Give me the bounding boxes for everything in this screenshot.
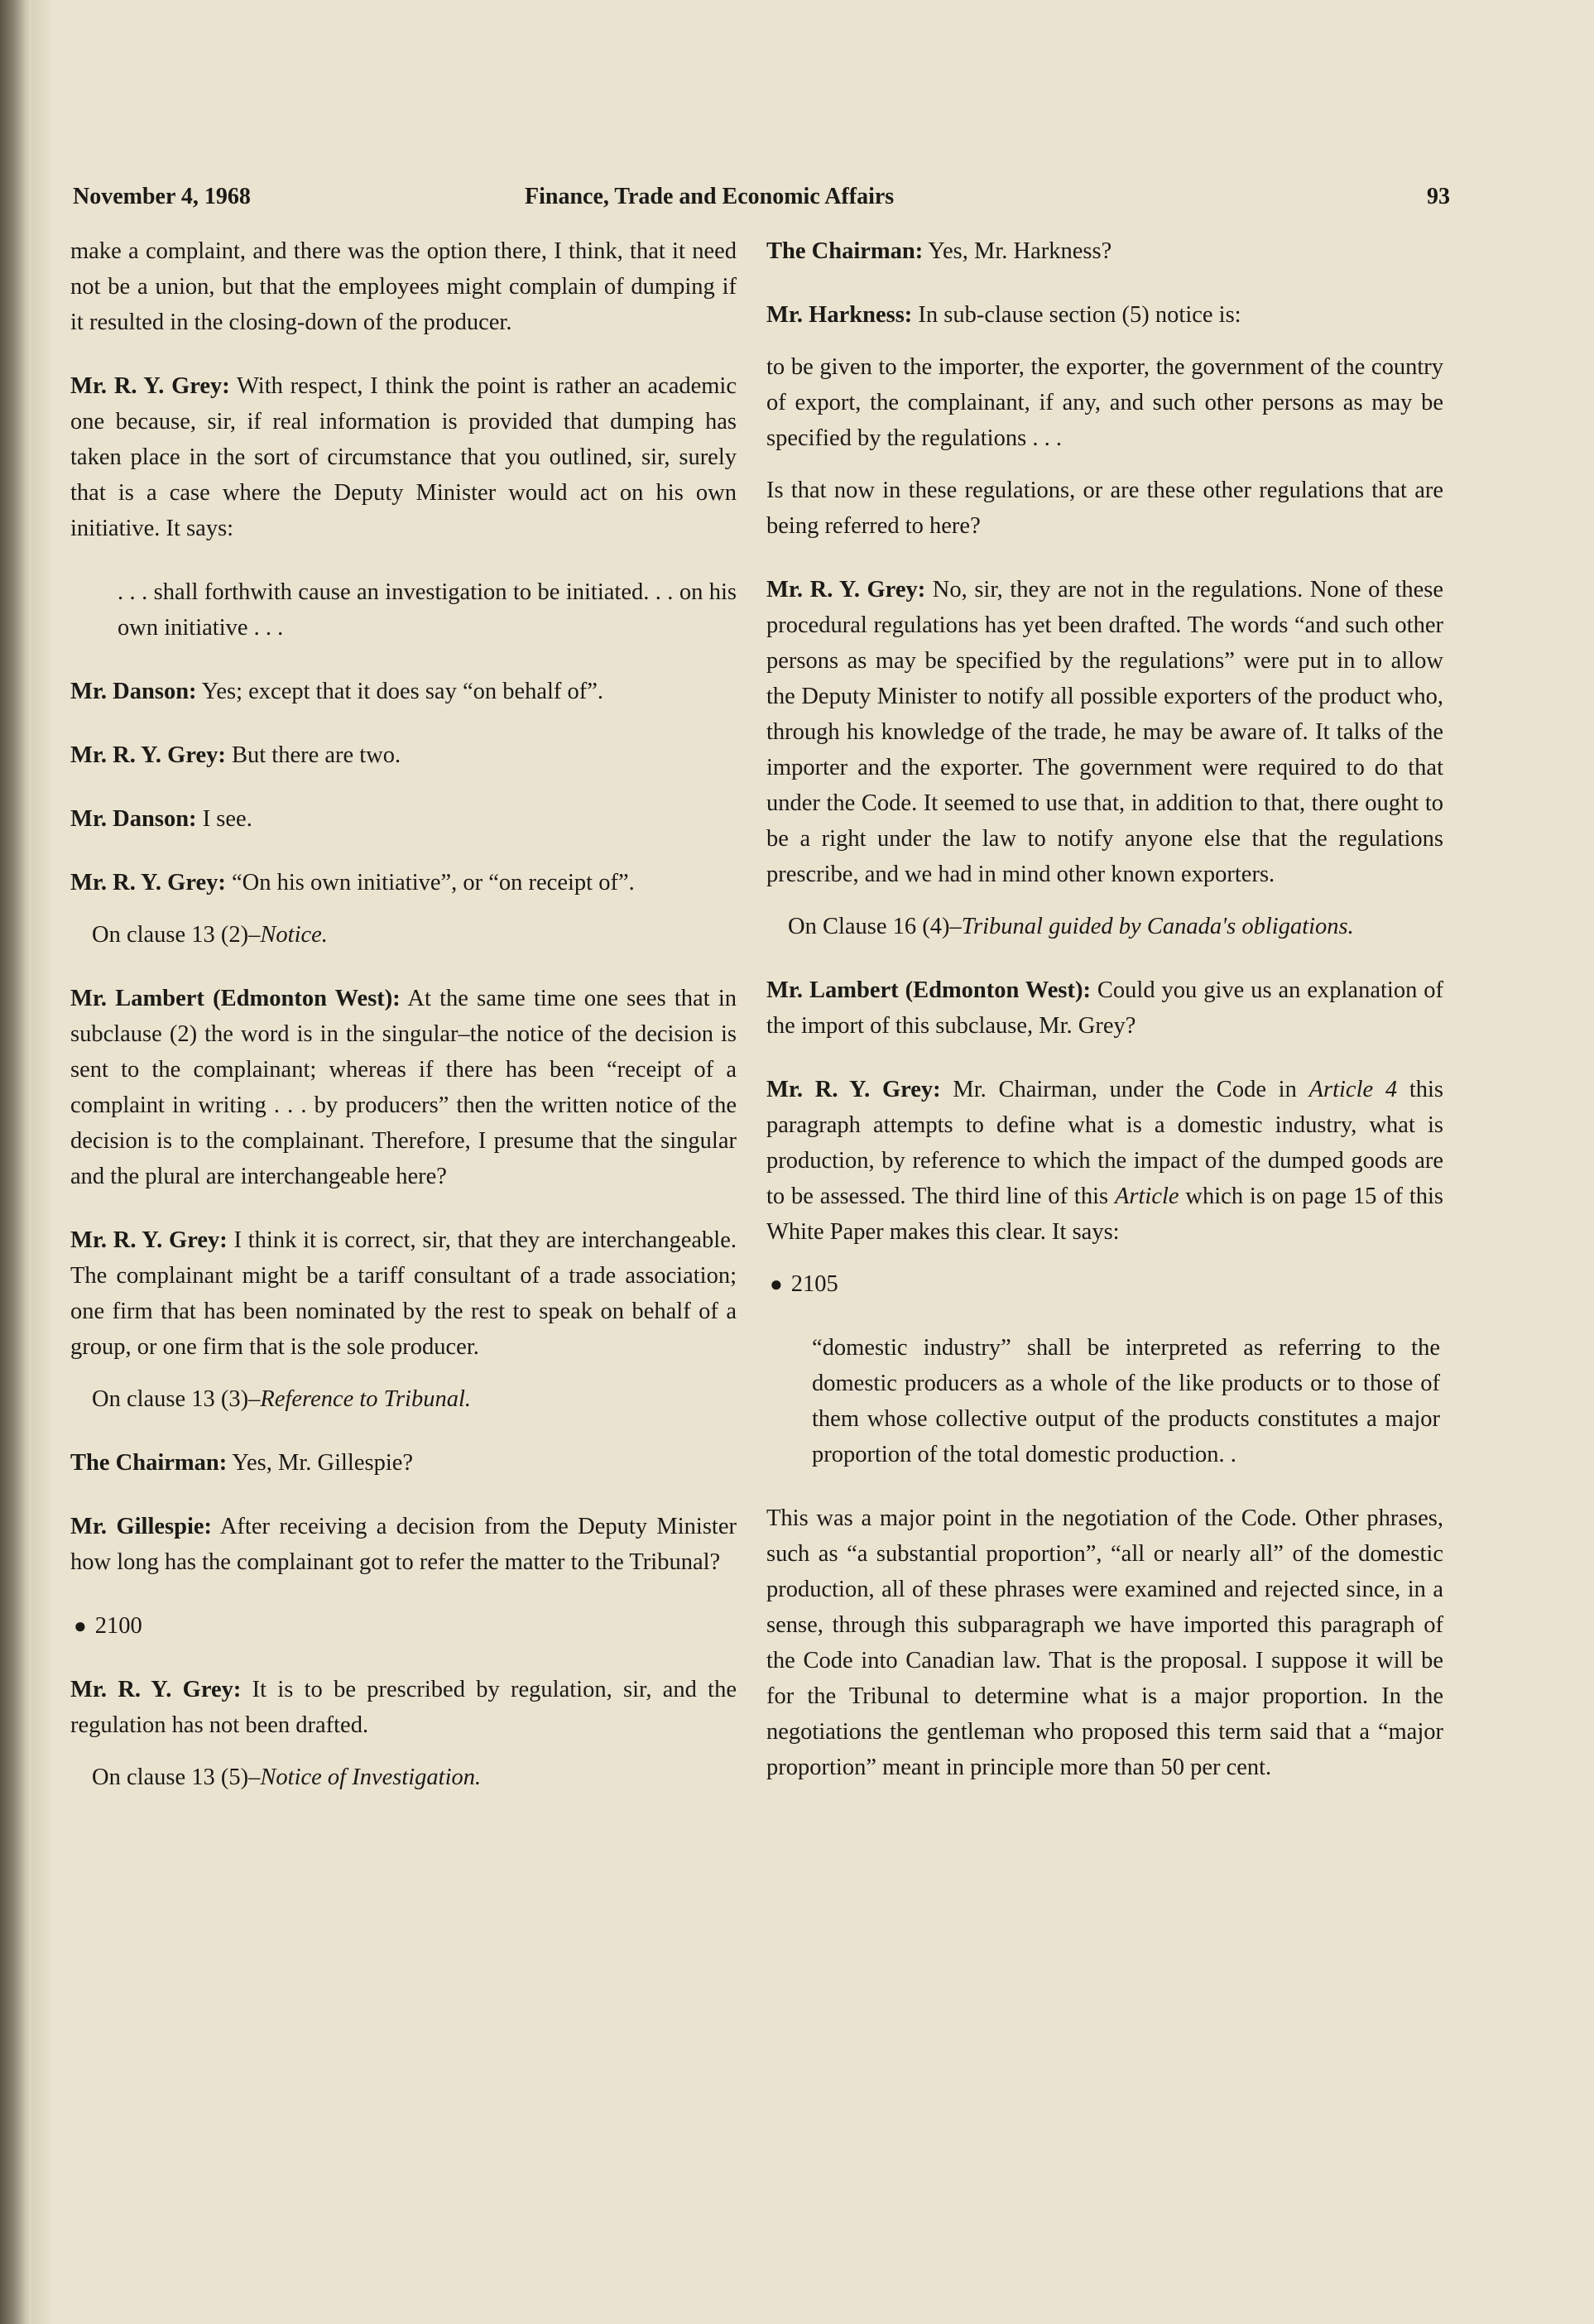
- book-spine: [0, 0, 31, 2324]
- paragraph: Mr. Lambert (Edmonton West): Could you give us an explanation of the import of this subclause, Mr. Grey?: [766, 977, 1444, 1039]
- clause-heading: On clause 13 (3)–Reference to Tribunal.: [92, 1386, 472, 1412]
- timestamp-marker: ● 2105: [770, 1271, 838, 1297]
- clause-heading: On Clause 16 (4)–Tribunal guided by Canada's obligations.: [788, 914, 1354, 939]
- quoted-passage: to be given to the importer, the exporter, the government of the country of export, the complainant, if any, and such other persons as may be specified by the regulations . . .: [766, 354, 1443, 451]
- page-number: 93: [1427, 184, 1450, 209]
- speaker-name: Mr. R. Y. Grey:: [70, 1677, 242, 1702]
- speaker-name: Mr. Harkness:: [766, 302, 913, 328]
- speaker-name: Mr. Lambert (Edmonton West):: [70, 986, 401, 1011]
- paragraph: Mr. Danson: Yes; except that it does say “on behalf of”.: [70, 679, 604, 704]
- paragraph: Mr. R. Y. Grey: But there are two.: [70, 742, 401, 768]
- paragraph: Mr. R. Y. Grey: It is to be prescribed by regulation, sir, and the regulation has not been drafted.: [70, 1677, 737, 1738]
- speaker-name: The Chairman:: [70, 1450, 228, 1476]
- block-quote: “domestic industry” shall be interpreted as referring to the domestic producers as a whole of the like products or to those of them whose collective output of the products constitutes a major proportion of the total domestic production. .: [812, 1335, 1440, 1467]
- paragraph: Mr. R. Y. Grey: Mr. Chairman, under the Code in Article 4 this paragraph attempts to define what is a domestic industry, what is production, by reference to which the impact of the dumped goods are to be assessed. The third line of this Article which is on page 15 of this White Paper makes this clear. It says:: [766, 1077, 1444, 1245]
- paragraph: Is that now in these regulations, or are these other regulations that are being referred to here?: [766, 478, 1443, 539]
- speaker-name: Mr. Lambert (Edmonton West):: [766, 977, 1091, 1003]
- paragraph: Mr. Gillespie: After receiving a decision from the Deputy Minister how long has the complainant got to refer the matter to the Tribunal?: [70, 1514, 737, 1575]
- speaker-name: Mr. Danson:: [70, 679, 197, 704]
- speaker-name: Mr. R. Y. Grey:: [70, 1227, 228, 1253]
- paragraph: Mr. Danson: I see.: [70, 806, 252, 832]
- speaker-name: Mr. R. Y. Grey:: [766, 577, 926, 603]
- paragraph: Mr. R. Y. Grey: With respect, I think the point is rather an academic one because, sir, if real information is provided that dumping has taken place in the sort of circumstance that you outlined, sir, surely that is a case where the Deputy Minister would act on his own initiative. It says:: [70, 373, 737, 541]
- running-header: [73, 184, 1450, 217]
- paragraph: Mr. Lambert (Edmonton West): At the same time one sees that in subclause (2) the word is in the singular–the notice of the decision is sent to the complainant; whereas if there has been “receipt of a complaint in writing . . . by producers” then the written notice of the decision is to the complainant. Therefore, I presume that the singular and the plural are interchangeable here?: [70, 986, 737, 1189]
- bullet-icon: ●: [770, 1272, 783, 1296]
- clause-heading: On clause 13 (2)–Notice.: [92, 922, 328, 948]
- paragraph: Mr. R. Y. Grey: I think it is correct, sir, that they are interchangeable. The complainant might be a tariff consultant of a trade association; one firm that has been nominated by the rest to speak on behalf of a group, or one firm that is the sole producer.: [70, 1227, 737, 1360]
- right-column: [766, 233, 1443, 1813]
- speaker-name: The Chairman:: [766, 238, 924, 264]
- speaker-name: Mr. Danson:: [70, 806, 197, 832]
- paragraph: Mr. Harkness: In sub-clause section (5) notice is:: [766, 302, 1241, 328]
- header-title: Finance, Trade and Economic Affairs: [525, 184, 895, 209]
- clause-heading: On clause 13 (5)–Notice of Investigation.: [92, 1765, 482, 1790]
- paragraph: Mr. R. Y. Grey: No, sir, they are not in the regulations. None of these procedural regulations has yet been drafted. The words “and such other persons as may be specified by the regulations” were put in to allow the Deputy Minister to notify all possible exporters of the product who, through his knowledge of the trade, he may be aware of. It talks of the importer and the exporter. The government were required to do that under the Code. It seemed to use that, in addition to that, there ought to be a right under the law to notify anyone else that the regulations prescribe, and we had in mind other known exporters.: [766, 577, 1443, 887]
- bullet-icon: ●: [74, 1614, 87, 1638]
- paragraph: The Chairman: Yes, Mr. Gillespie?: [70, 1450, 414, 1476]
- speaker-name: Mr. R. Y. Grey:: [766, 1077, 941, 1102]
- paragraph: Mr. R. Y. Grey: “On his own initiative”, or “on receipt of”.: [70, 870, 635, 896]
- speaker-name: Mr. R. Y. Grey:: [70, 742, 226, 768]
- paragraph: This was a major point in the negotiation of the Code. Other phrases, such as “a substantial proportion”, “all or nearly all” of the domestic production, all of these phrases were examined and rejected since, in a sense, through this subparagraph we have imported this paragraph of the Code into Canadian law. That is the proposal. I suppose it will be for the Tribunal to determine what is a major proportion. In the negotiations the gentleman who proposed this term said that a “major proportion” meant in principle more than 50 per cent.: [766, 1505, 1443, 1780]
- speaker-name: Mr. Gillespie:: [70, 1514, 213, 1539]
- paragraph: make a complaint, and there was the option there, I think, that it need not be a union, but that the employees might complain of dumping if it resulted in the closing-down of the producer.: [70, 238, 737, 335]
- timestamp-marker: ● 2100: [74, 1613, 142, 1639]
- speaker-name: Mr. R. Y. Grey:: [70, 870, 226, 896]
- page-gutter: [31, 0, 53, 2324]
- block-quote: . . . shall forthwith cause an investigation to be initiated. . . on his own initiative . . .: [118, 579, 737, 641]
- left-column: [70, 233, 737, 1823]
- header-date: November 4, 1968: [73, 184, 251, 209]
- speaker-name: Mr. R. Y. Grey:: [70, 373, 230, 399]
- paragraph: The Chairman: Yes, Mr. Harkness?: [766, 238, 1112, 264]
